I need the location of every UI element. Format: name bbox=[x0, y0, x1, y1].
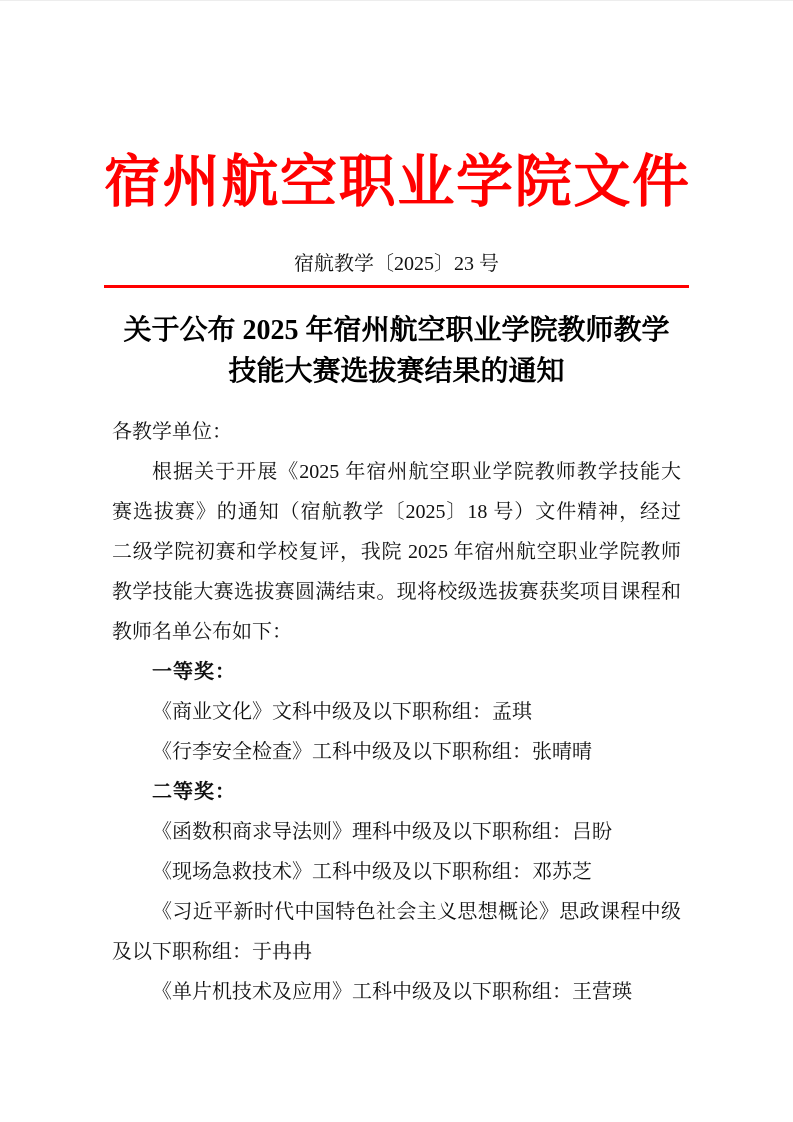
notice-title-line1: 关于公布 2025 年宿州航空职业学院教师教学 bbox=[123, 315, 670, 346]
award-tier-first: 一等奖： bbox=[152, 661, 236, 683]
document-number: 宿航教学〔2025〕23 号 bbox=[294, 253, 499, 275]
masthead-title: 宿州航空职业学院文件 bbox=[104, 151, 689, 214]
salutation-line: 各教学单位： bbox=[112, 421, 232, 443]
red-separator-rule bbox=[104, 285, 689, 288]
document-content bbox=[104, 149, 689, 1012]
paragraph-line: 根据关于开展《2025 年宿州航空职业学院教师教学技能大 bbox=[152, 461, 681, 483]
notice-title bbox=[104, 310, 689, 392]
award-line: 《行李安全检查》工科中级及以下职称组：张晴晴 bbox=[152, 741, 592, 763]
award-line-wrap: 及以下职称组：于冉冉 bbox=[112, 941, 312, 963]
paragraph-line: 教学技能大赛选拔赛圆满结束。现将校级选拔赛获奖项目课程和 bbox=[112, 581, 681, 603]
award-line: 《函数积商求导法则》理科中级及以下职称组：吕盼 bbox=[152, 821, 612, 843]
paragraph-line: 教师名单公布如下： bbox=[112, 621, 292, 643]
paragraph-line: 赛选拔赛》的通知（宿航教学〔2025〕18 号）文件精神，经过 bbox=[112, 501, 681, 523]
paragraph-line: 二级学院初赛和学校复评，我院 2025 年宿州航空职业学院教师 bbox=[112, 541, 681, 563]
award-line: 《商业文化》文科中级及以下职称组：孟琪 bbox=[152, 701, 532, 723]
notice-title-line2: 技能大赛选拔赛结果的通知 bbox=[228, 356, 565, 387]
notice-body bbox=[104, 412, 689, 1012]
award-line: 《单片机技术及应用》工科中级及以下职称组：王营瑛 bbox=[152, 981, 632, 1003]
award-tier-second: 二等奖： bbox=[152, 781, 236, 803]
award-line: 《现场急救技术》工科中级及以下职称组：邓苏芝 bbox=[152, 861, 592, 883]
award-line: 《习近平新时代中国特色社会主义思想概论》思政课程中级 bbox=[152, 901, 681, 923]
